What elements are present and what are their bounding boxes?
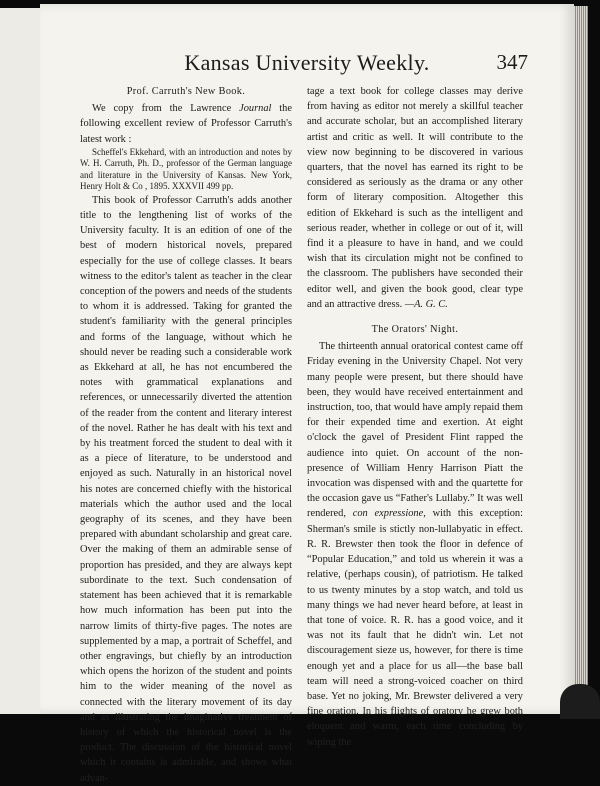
review-signature: —A. G. C.: [404, 298, 448, 310]
page-header-title: Kansas University Weekly.: [184, 50, 430, 75]
page-stack-edge: [574, 6, 588, 714]
section-spacer: [307, 312, 523, 322]
intro-text-2: the following excellent review of Professor Carruth's latest work :: [80, 103, 292, 145]
orators-body: [307, 339, 523, 749]
journal-page: [40, 4, 574, 784]
orators-text-2: , with this exception: Sherman's smile is stictly non-lullabyatic in effect. R. R. Brewster then took the floor in defence of “Popular Education,” and told us wherein it was a relative, (perhaps cousin), of patriotism. He talked to us twenty minutes by a stop watch, and told us many things we had never heard before, at least in that tone of voice. R. R. has a good voice, and it was not its fault that he didn't win. Let not discouragement sieze us, however, for there is time enough yet and a place for us all—the base ball team will need a strong-voiced coacher on third base. Yet no joking, Mr. Brewster delivered a very fine oration. In his flights of oratory he grew both eloquent and warm, each time concluding by wiping the: [307, 508, 524, 748]
intro-journal-name: Journal: [239, 103, 272, 115]
book-citation: Scheffel's Ekkehard, with an introduction and notes by W. H. Carruth, Ph. D., professor of the German language and literature in the University of Kansas. New York, Henry Holt & Co , 1895. XXXVII 499 pp.: [80, 146, 292, 192]
scanner-thumb: [560, 684, 600, 719]
orators-italic-phrase: con expressione: [352, 508, 424, 520]
article-intro: [80, 101, 292, 147]
article-heading-orators: The Orators' Night.: [371, 324, 459, 336]
review-continuation: [307, 84, 523, 312]
review-body: This book of Professor Carruth's adds another title to the lengthening list of works of the University faculty. It is an edition of one of the best of modern historical novels, prepared especially for the use of college classes. It bears witness to the editor's talent as teacher in the clear conception of the powers and needs of the students to whom it is addressed. Taking for granted the student's familiarity with the general principles and forms of the language, without which he should never be reading such a considerable work as Ekkehard at all, he has not encumbered the notes with grammatical explanations and references, or unnecessarily diverted the attention of the reader from the content and literary interest of the novel. Rather he has dealt with his text and by his treatment forced the student to deal with it as a piece of literature, to be understood and enjoyed as such. Naturally in an historical novel his notes are concerned chiefly with the historical materials which the author used and the local geography of its scenes, and they have been prepared with abundant scholarship and great care. Over the making of them an admirable sense of proportion has presided, and they are always kept subordinate to the text. Such condensation of statement has been achieved that it is remarkable how much information has been put into the narrow limits of thirty-five pages. The notes are supplemented by a map, a portrait of Scheffel, and other engravings, but chiefly by an introduction which opens the horizon of the student and points him to the wider meaning of the novel as connected with the literary movement of its day and as illustrating the imaginative treatment of history of which the historical novel is the product. The discussion of the historical novel which it contains is admirable, and shows what advan-: [80, 194, 292, 784]
right-column: [307, 84, 523, 750]
orators-text-1: The thirteenth annual oratorical contest came off Friday evening in the University Chapel. Not very many people were present, but there should have been, they would have received entertainment and instruction, too, that would have amply repaid them for their expended time and exertion. At eight o'clock the gavel of President Flint rapped the audience into quiet. On account of the non-presence of William Henry Harrison Piatt the invocation was dispensed with and the quartette for the occasion gave us “Father's Lullaby.” It was well rendered,: [307, 341, 523, 520]
previous-page-edge: [0, 8, 41, 714]
intro-text-1: We copy from the Lawrence: [92, 103, 240, 115]
page-number: 347: [496, 50, 528, 74]
review-continuation-text: tage a text book for college classes may derive from having as editor not merely a skillful teacher and accurate scholar, but an accomplished literary artist and critic as well. It will contribute to the view now beginning to be discovered in various quarters, that the novel has earned its right to be considered as seriously as the drama or any other form of literary composition. Altogether this edition of Ekkehard is such as the intelligent and serious reader, whether in college or out of it, will find it a pleasure to have in hand, and we could wish that its circulation might not be confined to the classroom. The publishers have seconded their editor well, and given the book good, clear type and an attractive dress.: [307, 86, 523, 310]
left-column: [80, 84, 292, 786]
article-heading-carruth: Prof. Carruth's New Book.: [126, 86, 246, 97]
